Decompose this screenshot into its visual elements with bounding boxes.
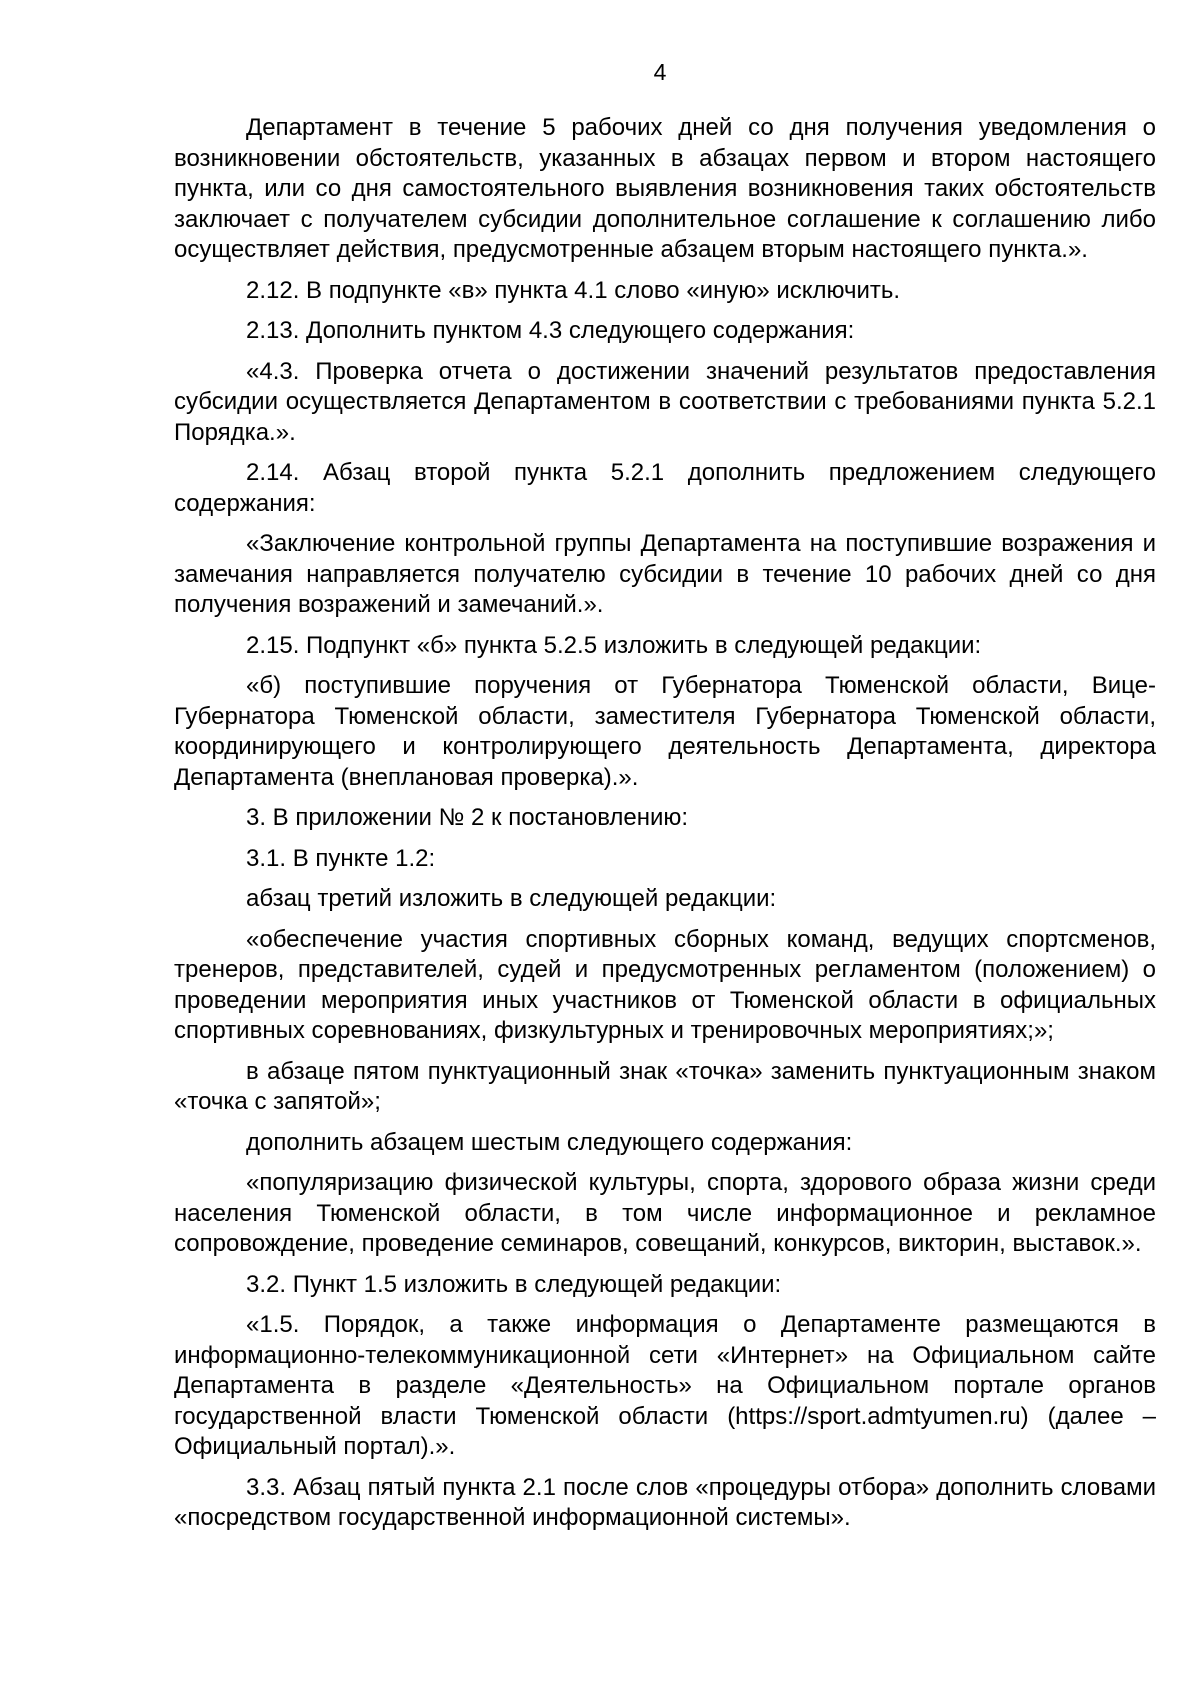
paragraph: абзац третий изложить в следующей редакции: (246, 885, 777, 912)
paragraph: 3.3. Абзац пятый пункта 2.1 после слов «процедуры отбора» дополнить словами «посредством государственной информационной системы». (174, 1473, 1156, 1531)
paragraph: Департамент в течение 5 рабочих дней со дня получения уведомления о возникновении обстоятельств, указанных в абзацах первом и втором настоящего пункта, или со дня самостоятельного выявления возникновения таких обстоятельств заключает с получателем субсидии дополнительное соглашение к соглашению либо осуществляет действия, предусмотренные абзацем вторым настоящего пункта.». (174, 114, 1156, 263)
paragraph: «б) поступившие поручения от Губернатора Тюменской области, Вице-Губернатора Тюменской области, заместителя Губернатора Тюменской области, координирующего и контролирующего деятельность Департамента, директора Департамента (внеплановая проверка).». (174, 672, 1156, 791)
paragraph: дополнить абзацем шестым следующего содержания: (246, 1128, 853, 1156)
paragraph: «1.5. Порядок, а также информация о Департаменте размещаются в информационно-телекоммуникационной сети «Интернет» на Официальном сайте Департамента в разделе «Деятельность» на Официальном портале органов государственной власти Тюменской области (https://sport.admtyumen.ru) (далее – Официальный портал).». (174, 1311, 1156, 1460)
paragraph: «обеспечение участия спортивных сборных команд, ведущих спортсменов, тренеров, представителей, судей и предусмотренных регламентом (положением) о проведении мероприятия иных участников от Тюменской области в официальных спортивных соревнованиях, физкультурных и тренировочных мероприятиях;»; (174, 925, 1156, 1044)
paragraph: 2.12. В подпункте «в» пункта 4.1 слово «иную» исключить. (246, 276, 901, 304)
paragraph: 2.15. Подпункт «б» пункта 5.2.5 изложить в следующей редакции: (246, 631, 982, 659)
paragraph: 2.13. Дополнить пунктом 4.3 следующего содержания: (246, 317, 855, 344)
paragraph: 3.2. Пункт 1.5 изложить в следующей редакции: (246, 1270, 782, 1298)
paragraph: в абзаце пятом пунктуационный знак «точка» заменить пунктуационным знаком «точка с запятой»; (174, 1057, 1156, 1115)
paragraph: «популяризацию физической культуры, спорта, здорового образа жизни среди населения Тюменской области, в том числе информационное и рекламное сопровождение, проведение семинаров, совещаний, конкурсов, викторин, выставок.». (174, 1169, 1156, 1257)
paragraph: 2.14. Абзац второй пункта 5.2.1 дополнить предложением следующего содержания: (174, 459, 1156, 517)
paragraph: 3. В приложении № 2 к постановлению: (246, 804, 689, 831)
paragraph: «4.3. Проверка отчета о достижении значений результатов предоставления субсидии осуществляется Департаментом в соответствии с требованиями пункта 5.2.1 Порядка.». (174, 357, 1156, 446)
page-number: 4 (653, 59, 667, 85)
paragraph: 3.1. В пункте 1.2: (246, 844, 436, 872)
paragraph: «Заключение контрольной группы Департамента на поступившие возражения и замечания направляется получателю субсидии в течение 10 рабочих дней со дня получения возражений и замечаний.». (174, 530, 1156, 618)
document-body (174, 113, 1156, 1544)
